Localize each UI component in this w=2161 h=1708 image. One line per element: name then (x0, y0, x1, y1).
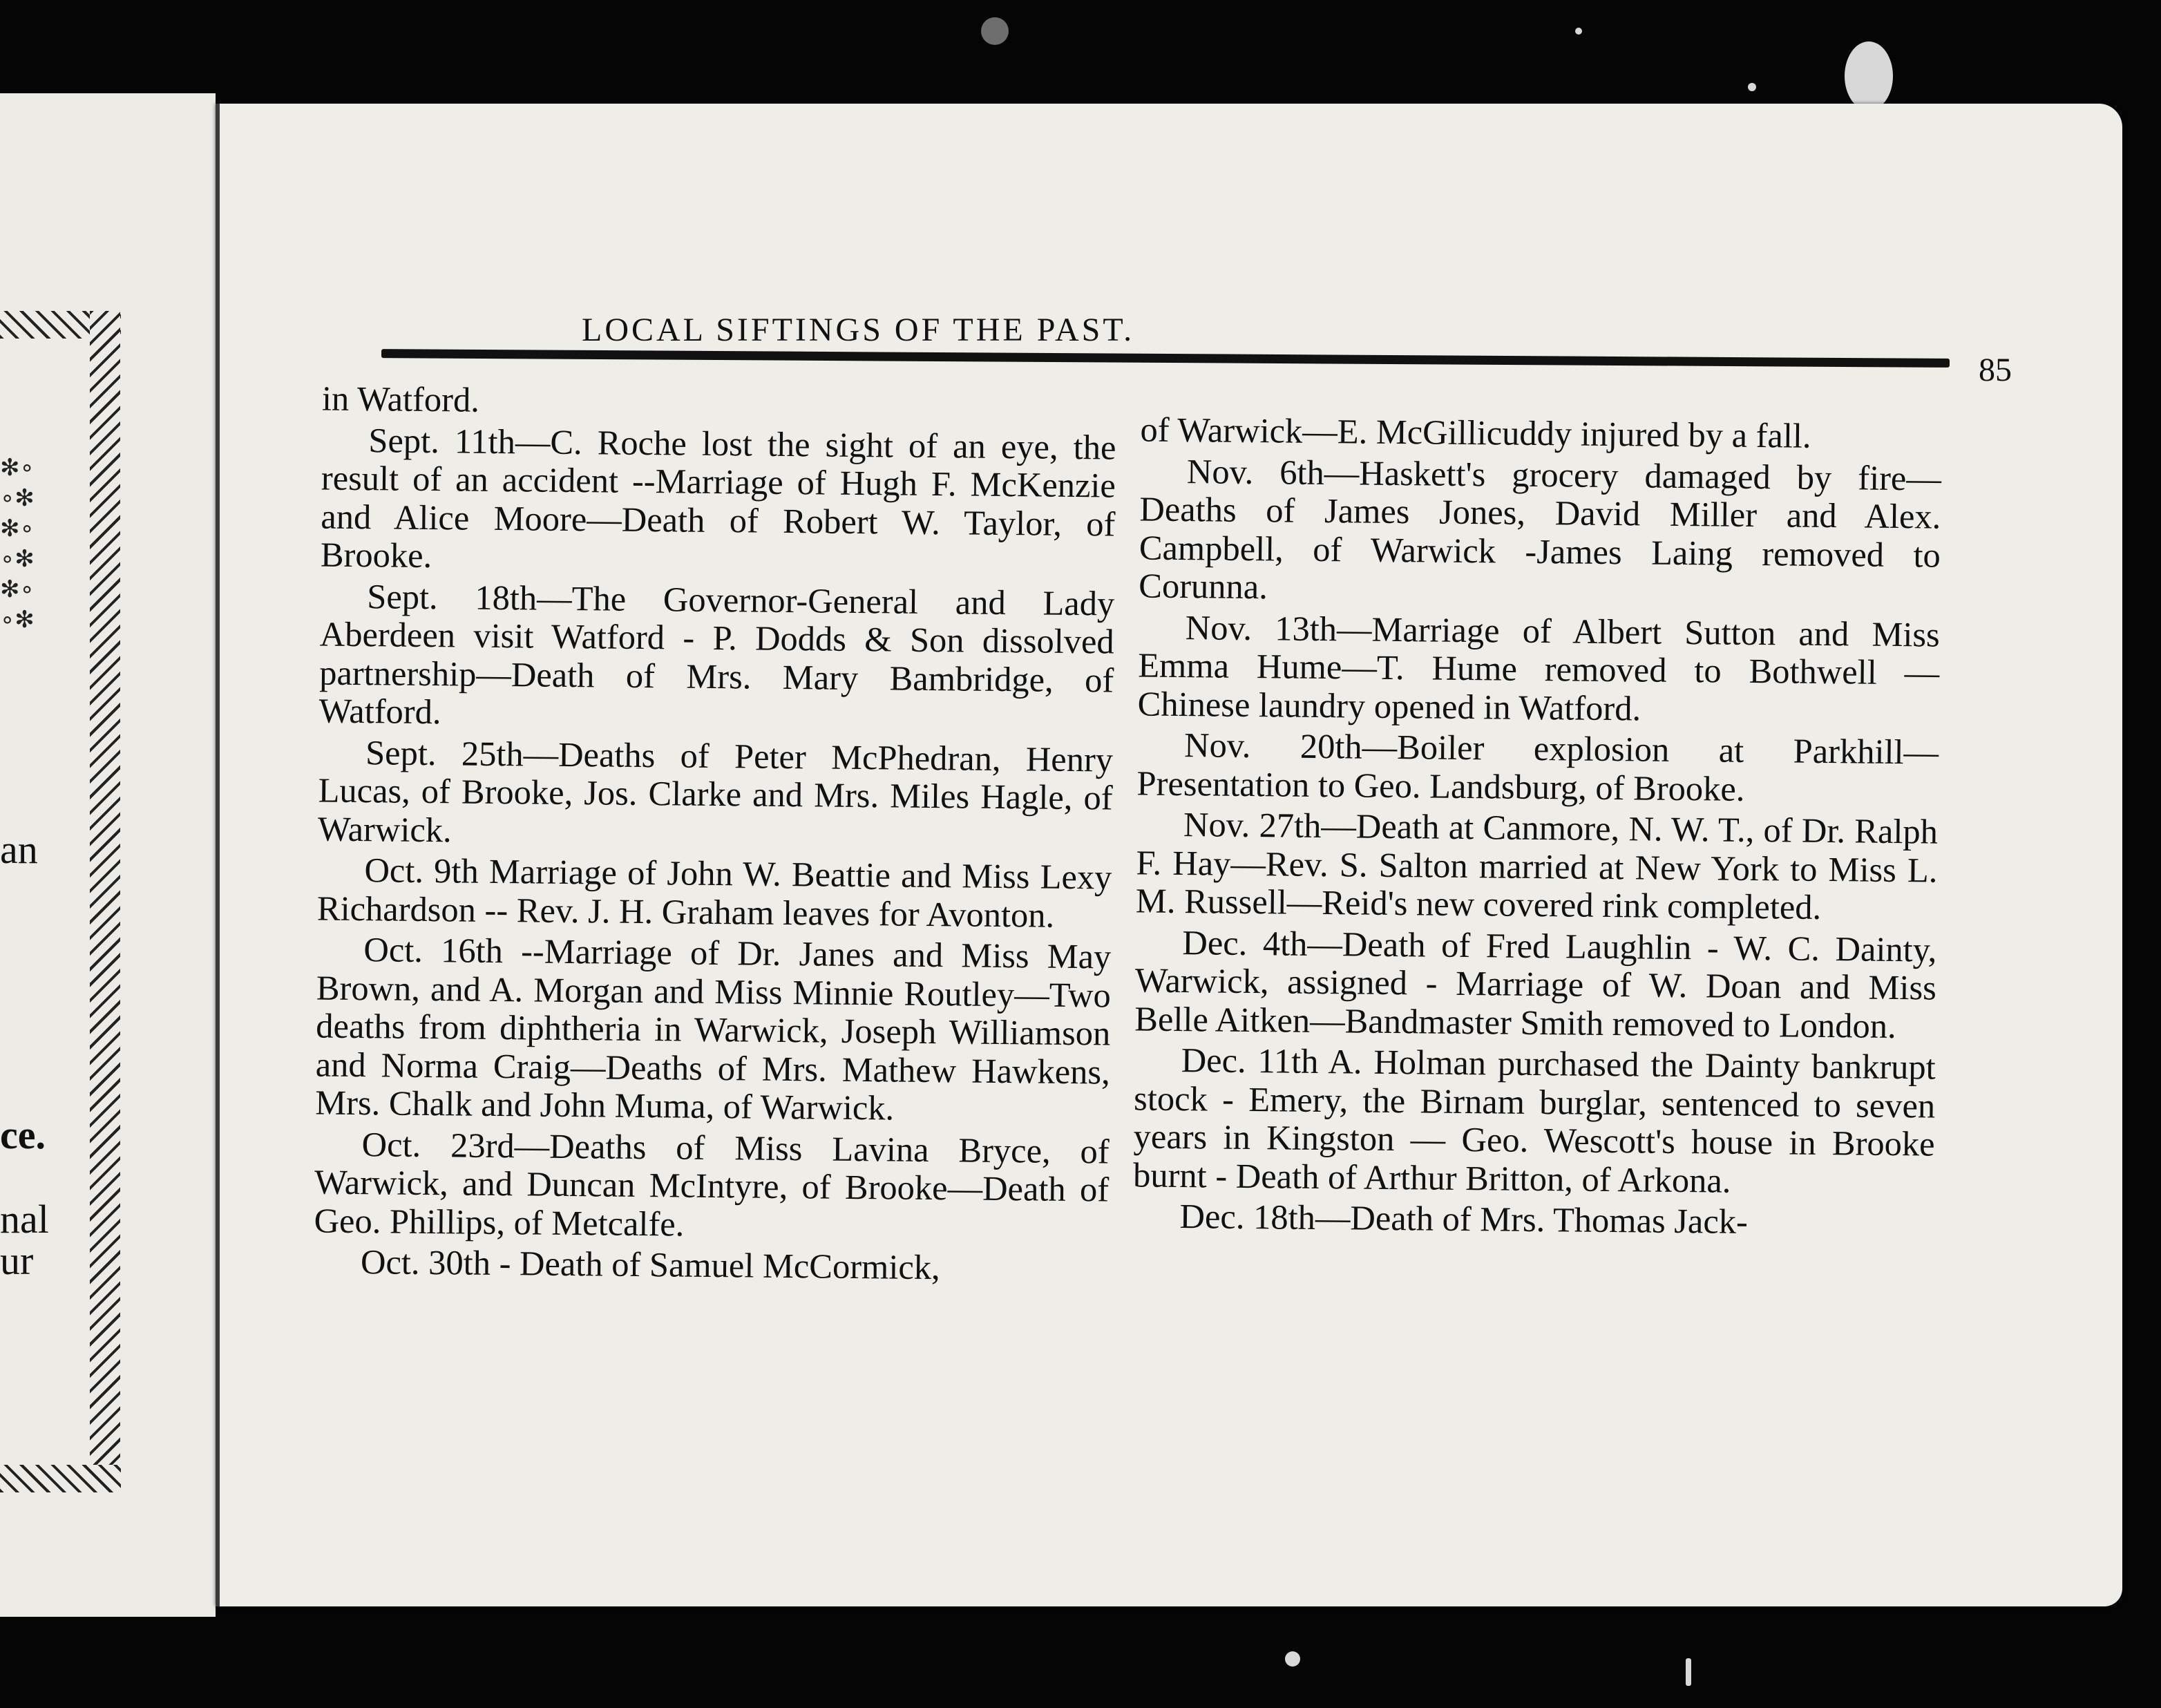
paragraph: Oct. 30th - Death of Samuel McCormick, (360, 1242, 940, 1287)
dust-speck (1575, 28, 1582, 35)
dust-speck (981, 17, 1009, 45)
page-number: 85 (1979, 352, 2012, 388)
text-column-left (314, 380, 1117, 1291)
dust-speck (1686, 1658, 1691, 1686)
paragraph: Nov. 20th—Boiler explosion at Parkhill—Presentation to Geo. Landsburg, of Brooke. (1136, 725, 1939, 808)
paragraph: Sept. 11th—C. Roche lost the sight of an eye, the result of an accident --Marriage of Hugh F. McKenzie and Alice Moore—Death of Robert W. Taylor, of Brooke. (320, 420, 1116, 576)
page-gutter (216, 104, 220, 1606)
book-page (216, 104, 2122, 1606)
star-ornament-icon: ✻∘ ∘✻ ✻∘ ∘✻ ✻∘ ∘✻ (0, 454, 35, 634)
paragraph: Dec. 11th A. Holman purchased the Dainty bankrupt stock - Emery, the Birnam burglar, sentenced to seven years in Kingston — Geo. Wescott's house in Brooke burnt - Death of Arthur Britton, of Arkona. (1132, 1041, 1936, 1200)
left-text-fragment: nal (0, 1197, 49, 1242)
dust-speck (1748, 83, 1756, 91)
paragraph: Sept. 18th—The Governor-General and Lady Aberdeen visit Watford - P. Dodds & Son dissolved partnership—Death of Mrs. Mary Bambridge, of Watford. (318, 576, 1115, 732)
paragraph: Dec. 4th—Death of Fred Laughlin - W. C. Dainty, Warwick, assigned - Marriage of W. Doan and Miss Belle Aitken—Bandmaster Smith removed to London. (1134, 922, 1937, 1045)
border-bottom-hatch (0, 1465, 121, 1492)
dust-speck (1285, 1651, 1300, 1667)
dust-speck (1845, 41, 1893, 111)
paragraph: in Watford. (321, 379, 480, 419)
left-text-fragment: ce. (0, 1112, 46, 1157)
text-column-right (1132, 410, 1941, 1246)
paragraph: of Warwick—E. McGillicuddy injured by a fall. (1140, 410, 1811, 455)
left-page-fragment (0, 93, 216, 1617)
paragraph: Sept. 25th—Deaths of Peter McPhedran, Henry Lucas, of Brooke, Jos. Clarke and Mrs. Miles Hagle, of Warwick. (317, 732, 1114, 849)
paragraph: Dec. 18th—Death of Mrs. Thomas Jack- (1179, 1197, 1749, 1241)
paragraph: Nov. 27th—Death at Canmore, N. W. T., of Dr. Ralph F. Hay—Rev. S. Salton married at New York to Miss L. M. Russell—Reid's new covered rink completed. (1135, 805, 1939, 927)
header-rule (381, 349, 1950, 368)
paragraph: Oct. 9th Marriage of John W. Beattie and Miss Lexy Richardson -- Rev. J. H. Graham leaves for Avonton. (316, 851, 1112, 935)
paragraph: Oct. 16th --Marriage of Dr. Janes and Miss May Brown, and A. Morgan and Miss Minnie Routley—Two deaths from diphtheria in Warwick, Joseph Williamson and Norma Craig—Deaths of Mrs. Mathew Hawkens, Mrs. Chalk and John Muma, of Warwick. (314, 930, 1112, 1128)
paragraph: Oct. 23rd—Deaths of Miss Lavina Bryce, of Warwick, and Duncan McIntyre, of Brooke—Death of Geo. Phillips, of Metcalfe. (314, 1124, 1110, 1244)
left-text-fragment: ur (0, 1238, 34, 1283)
border-edge-hatch (90, 311, 120, 1492)
paragraph: Nov. 6th—Haskett's grocery damaged by fire—Deaths of James Jones, David Miller and Alex. Campbell, of Warwick -James Laing removed to Corunna. (1139, 451, 1942, 607)
left-text-fragment: an (0, 827, 38, 872)
paragraph: Nov. 13th—Marriage of Albert Sutton and Miss Emma Hume—T. Hume removed to Bothwell — Chinese laundry opened in Watford. (1137, 607, 1940, 728)
running-head: LOCAL SIFTINGS OF THE PAST. (582, 312, 1135, 348)
